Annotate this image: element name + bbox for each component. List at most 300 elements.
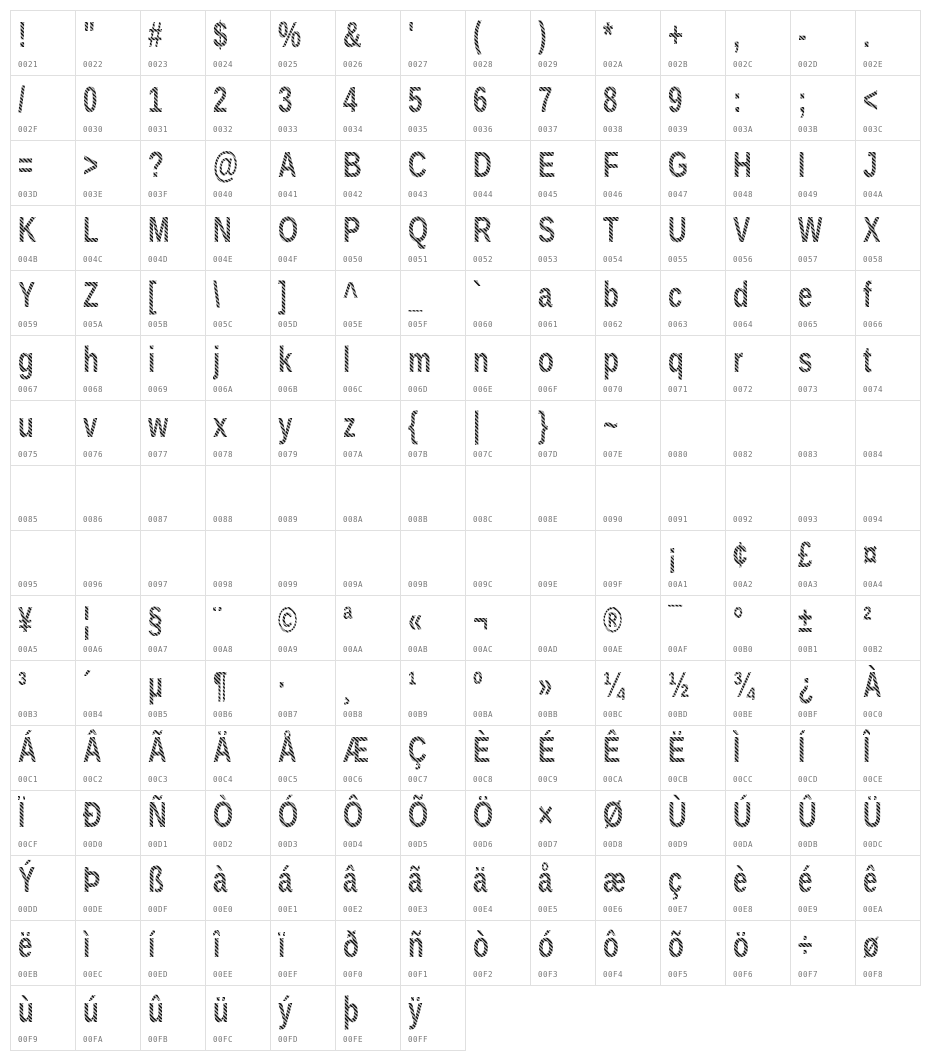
glyph-cell[interactable] bbox=[10, 140, 76, 206]
glyph-cell[interactable] bbox=[205, 920, 271, 986]
glyph-preview: Ô bbox=[343, 794, 364, 835]
glyph-cell[interactable] bbox=[400, 140, 466, 206]
glyph-cell[interactable] bbox=[205, 270, 271, 336]
glyph-code-label: 0097 bbox=[148, 580, 169, 589]
glyph-cell[interactable] bbox=[75, 920, 141, 986]
glyph-cell[interactable] bbox=[855, 400, 921, 466]
glyph-preview: § bbox=[148, 599, 163, 640]
glyph-cell[interactable] bbox=[725, 920, 791, 986]
glyph-cell[interactable] bbox=[140, 790, 206, 856]
glyph-cell[interactable] bbox=[725, 595, 791, 661]
glyph-cell[interactable] bbox=[335, 595, 401, 661]
glyph-cell[interactable] bbox=[140, 205, 206, 271]
glyph-cell[interactable] bbox=[465, 660, 531, 726]
glyph-preview: ~ bbox=[603, 404, 619, 445]
glyph-preview: » bbox=[538, 664, 553, 705]
glyph-cell[interactable] bbox=[140, 595, 206, 661]
glyph-preview: ^ bbox=[343, 274, 359, 315]
glyph-cell[interactable] bbox=[400, 75, 466, 141]
glyph-cell[interactable] bbox=[660, 790, 726, 856]
glyph-cell[interactable] bbox=[660, 855, 726, 921]
glyph-code-label: 0067 bbox=[18, 385, 39, 394]
glyph-code-label: 00B0 bbox=[733, 645, 754, 654]
glyph-cell[interactable] bbox=[530, 725, 596, 791]
glyph-cell[interactable] bbox=[75, 595, 141, 661]
glyph-code-label: 00CB bbox=[668, 775, 689, 784]
glyph-cell[interactable] bbox=[530, 335, 596, 401]
glyph-cell[interactable] bbox=[595, 725, 661, 791]
glyph-code-label: 0048 bbox=[733, 190, 754, 199]
glyph-code-label: 00E8 bbox=[733, 905, 754, 914]
glyph-cell[interactable] bbox=[725, 400, 791, 466]
glyph-cell[interactable] bbox=[660, 725, 726, 791]
glyph-code-label: 002F bbox=[18, 125, 39, 134]
glyph-cell[interactable] bbox=[660, 140, 726, 206]
glyph-code-label: 0092 bbox=[733, 515, 754, 524]
glyph-cell[interactable] bbox=[335, 10, 401, 76]
glyph-cell[interactable] bbox=[465, 530, 531, 596]
glyph-preview: ² bbox=[863, 599, 872, 640]
glyph-cell[interactable] bbox=[205, 660, 271, 726]
glyph-cell[interactable] bbox=[140, 335, 206, 401]
glyph-cell[interactable] bbox=[140, 920, 206, 986]
glyph-cell[interactable] bbox=[75, 985, 141, 1051]
glyph-cell[interactable] bbox=[595, 205, 661, 271]
glyph-code-label: 003C bbox=[863, 125, 884, 134]
glyph-cell[interactable] bbox=[75, 530, 141, 596]
glyph-cell[interactable] bbox=[595, 855, 661, 921]
glyph-cell[interactable] bbox=[75, 725, 141, 791]
glyph-cell[interactable] bbox=[465, 595, 531, 661]
glyph-preview: l bbox=[343, 339, 351, 380]
glyph-cell[interactable] bbox=[335, 985, 401, 1051]
glyph-cell[interactable] bbox=[335, 660, 401, 726]
glyph-cell[interactable] bbox=[465, 400, 531, 466]
glyph-cell[interactable] bbox=[205, 530, 271, 596]
glyph-code-label: 006F bbox=[538, 385, 559, 394]
glyph-cell[interactable] bbox=[530, 530, 596, 596]
glyph-preview: ÿ bbox=[408, 989, 423, 1030]
glyph-code-label: 00ED bbox=[148, 970, 169, 979]
glyph-cell[interactable] bbox=[465, 920, 531, 986]
glyph-preview: * bbox=[603, 14, 614, 55]
glyph-cell[interactable] bbox=[790, 10, 856, 76]
glyph-cell[interactable] bbox=[725, 725, 791, 791]
glyph-cell[interactable] bbox=[400, 335, 466, 401]
glyph-code-label: 00DA bbox=[733, 840, 754, 849]
glyph-cell[interactable] bbox=[10, 465, 76, 531]
glyph-cell[interactable] bbox=[10, 790, 76, 856]
glyph-cell[interactable] bbox=[205, 855, 271, 921]
glyph-preview: ø bbox=[863, 924, 879, 965]
glyph-cell[interactable] bbox=[75, 790, 141, 856]
glyph-preview: ¾ bbox=[733, 664, 755, 705]
glyph-cell[interactable] bbox=[205, 10, 271, 76]
glyph-cell[interactable] bbox=[790, 920, 856, 986]
glyph-code-label: 0095 bbox=[18, 580, 39, 589]
glyph-cell[interactable] bbox=[75, 660, 141, 726]
glyph-cell[interactable] bbox=[595, 465, 661, 531]
glyph-cell[interactable] bbox=[205, 205, 271, 271]
glyph-cell[interactable] bbox=[270, 75, 336, 141]
glyph-cell[interactable] bbox=[140, 855, 206, 921]
glyph-cell[interactable] bbox=[140, 725, 206, 791]
glyph-code-label: 0065 bbox=[798, 320, 819, 329]
glyph-code-label: 003F bbox=[148, 190, 169, 199]
glyph-cell[interactable] bbox=[270, 660, 336, 726]
glyph-preview: \ bbox=[213, 274, 221, 315]
glyph-cell[interactable] bbox=[725, 270, 791, 336]
glyph-cell[interactable] bbox=[530, 400, 596, 466]
glyph-code-label: 00DB bbox=[798, 840, 819, 849]
glyph-code-label: 005B bbox=[148, 320, 169, 329]
glyph-cell[interactable] bbox=[205, 335, 271, 401]
glyph-cell[interactable] bbox=[595, 530, 661, 596]
glyph-code-label: 00C6 bbox=[343, 775, 364, 784]
glyph-code-label: 00EA bbox=[863, 905, 884, 914]
glyph-cell[interactable] bbox=[465, 465, 531, 531]
glyph-cell[interactable] bbox=[790, 270, 856, 336]
glyph-code-label: 0050 bbox=[343, 255, 364, 264]
glyph-cell[interactable] bbox=[595, 10, 661, 76]
glyph-cell[interactable] bbox=[205, 790, 271, 856]
glyph-cell[interactable] bbox=[75, 75, 141, 141]
glyph-cell[interactable] bbox=[595, 270, 661, 336]
glyph-cell[interactable] bbox=[400, 205, 466, 271]
glyph-cell[interactable] bbox=[855, 270, 921, 336]
glyph-cell[interactable] bbox=[335, 75, 401, 141]
glyph-code-label: 0088 bbox=[213, 515, 234, 524]
glyph-cell[interactable] bbox=[530, 75, 596, 141]
glyph-cell[interactable] bbox=[140, 10, 206, 76]
glyph-cell[interactable] bbox=[790, 790, 856, 856]
glyph-cell[interactable] bbox=[855, 790, 921, 856]
glyph-cell[interactable] bbox=[335, 335, 401, 401]
glyph-preview: y bbox=[278, 404, 293, 445]
glyph-cell[interactable] bbox=[400, 790, 466, 856]
glyph-cell[interactable] bbox=[140, 530, 206, 596]
glyph-cell[interactable] bbox=[270, 10, 336, 76]
glyph-cell[interactable] bbox=[530, 205, 596, 271]
glyph-code-label: 0025 bbox=[278, 60, 299, 69]
glyph-cell[interactable] bbox=[400, 725, 466, 791]
glyph-cell[interactable] bbox=[140, 270, 206, 336]
glyph-cell[interactable] bbox=[790, 725, 856, 791]
glyph-cell[interactable] bbox=[530, 660, 596, 726]
glyph-cell[interactable] bbox=[595, 335, 661, 401]
glyph-cell[interactable] bbox=[270, 270, 336, 336]
glyph-cell[interactable] bbox=[400, 10, 466, 76]
glyph-cell[interactable] bbox=[725, 140, 791, 206]
glyph-code-label: 00DD bbox=[18, 905, 39, 914]
glyph-code-label: 008C bbox=[473, 515, 494, 524]
glyph-cell[interactable] bbox=[530, 140, 596, 206]
glyph-preview: 4 bbox=[343, 79, 358, 120]
glyph-cell[interactable] bbox=[595, 595, 661, 661]
glyph-cell[interactable] bbox=[400, 400, 466, 466]
glyph-preview: á bbox=[278, 859, 293, 900]
glyph-preview: Ã bbox=[148, 729, 167, 770]
glyph-cell[interactable] bbox=[75, 855, 141, 921]
glyph-cell[interactable] bbox=[10, 855, 76, 921]
glyph-code-label: 0024 bbox=[213, 60, 234, 69]
glyph-cell[interactable] bbox=[140, 75, 206, 141]
glyph-code-label: 0035 bbox=[408, 125, 429, 134]
glyph-cell[interactable] bbox=[10, 595, 76, 661]
glyph-cell[interactable] bbox=[75, 270, 141, 336]
glyph-cell[interactable] bbox=[725, 660, 791, 726]
glyph-cell[interactable] bbox=[855, 595, 921, 661]
glyph-cell[interactable] bbox=[335, 725, 401, 791]
glyph-cell[interactable] bbox=[660, 660, 726, 726]
glyph-cell[interactable] bbox=[205, 985, 271, 1051]
glyph-cell[interactable] bbox=[400, 595, 466, 661]
glyph-cell[interactable] bbox=[75, 10, 141, 76]
glyph-cell[interactable] bbox=[530, 920, 596, 986]
glyph-cell[interactable] bbox=[725, 75, 791, 141]
glyph-cell[interactable] bbox=[270, 725, 336, 791]
glyph-code-label: 00E2 bbox=[343, 905, 364, 914]
glyph-cell[interactable] bbox=[790, 75, 856, 141]
glyph-code-label: 0031 bbox=[148, 125, 169, 134]
glyph-cell[interactable] bbox=[75, 400, 141, 466]
glyph-cell[interactable] bbox=[205, 725, 271, 791]
glyph-cell[interactable] bbox=[10, 335, 76, 401]
glyph-cell[interactable] bbox=[10, 725, 76, 791]
glyph-cell[interactable] bbox=[465, 270, 531, 336]
glyph-cell[interactable] bbox=[270, 985, 336, 1051]
glyph-cell[interactable] bbox=[400, 660, 466, 726]
glyph-cell[interactable] bbox=[855, 205, 921, 271]
glyph-cell[interactable] bbox=[205, 75, 271, 141]
glyph-cell[interactable] bbox=[400, 270, 466, 336]
glyph-code-label: 00C2 bbox=[83, 775, 104, 784]
glyph-preview: U bbox=[668, 209, 687, 250]
glyph-cell[interactable] bbox=[855, 530, 921, 596]
glyph-cell[interactable] bbox=[400, 530, 466, 596]
glyph-cell[interactable] bbox=[10, 985, 76, 1051]
glyph-cell[interactable] bbox=[75, 465, 141, 531]
glyph-code-label: 002D bbox=[798, 60, 819, 69]
glyph-cell[interactable] bbox=[205, 140, 271, 206]
glyph-cell[interactable] bbox=[140, 465, 206, 531]
glyph-cell[interactable] bbox=[335, 920, 401, 986]
glyph-cell[interactable] bbox=[530, 465, 596, 531]
glyph-cell[interactable] bbox=[855, 660, 921, 726]
glyph-cell[interactable] bbox=[725, 465, 791, 531]
glyph-cell[interactable] bbox=[790, 140, 856, 206]
glyph-cell[interactable] bbox=[270, 465, 336, 531]
glyph-cell[interactable] bbox=[855, 725, 921, 791]
glyph-cell[interactable] bbox=[595, 920, 661, 986]
glyph-cell[interactable] bbox=[465, 790, 531, 856]
glyph-cell[interactable] bbox=[530, 270, 596, 336]
glyph-cell[interactable] bbox=[790, 855, 856, 921]
glyph-preview: u bbox=[18, 404, 34, 445]
glyph-cell[interactable] bbox=[530, 595, 596, 661]
glyph-cell[interactable] bbox=[465, 75, 531, 141]
glyph-cell[interactable] bbox=[400, 985, 466, 1051]
glyph-cell[interactable] bbox=[855, 855, 921, 921]
glyph-preview: C bbox=[408, 144, 427, 185]
glyph-code-label: 00C5 bbox=[278, 775, 299, 784]
glyph-cell[interactable] bbox=[75, 335, 141, 401]
glyph-preview: ¶ bbox=[213, 664, 228, 705]
glyph-cell[interactable] bbox=[140, 140, 206, 206]
glyph-cell[interactable] bbox=[10, 10, 76, 76]
glyph-cell[interactable] bbox=[790, 660, 856, 726]
glyph-cell[interactable] bbox=[270, 205, 336, 271]
glyph-code-label: 00E7 bbox=[668, 905, 689, 914]
glyph-cell[interactable] bbox=[465, 335, 531, 401]
glyph-cell[interactable] bbox=[205, 595, 271, 661]
glyph-cell[interactable] bbox=[855, 920, 921, 986]
glyph-cell[interactable] bbox=[400, 920, 466, 986]
glyph-preview: 2 bbox=[213, 79, 228, 120]
glyph-cell[interactable] bbox=[465, 855, 531, 921]
glyph-preview: , bbox=[733, 14, 741, 55]
glyph-cell[interactable] bbox=[270, 530, 336, 596]
glyph-cell[interactable] bbox=[530, 10, 596, 76]
glyph-cell[interactable] bbox=[790, 465, 856, 531]
glyph-cell[interactable] bbox=[660, 400, 726, 466]
glyph-cell[interactable] bbox=[465, 725, 531, 791]
glyph-preview: ï bbox=[278, 924, 286, 965]
glyph-cell[interactable] bbox=[660, 205, 726, 271]
glyph-cell[interactable] bbox=[270, 855, 336, 921]
glyph-cell[interactable] bbox=[335, 465, 401, 531]
glyph-cell[interactable] bbox=[270, 335, 336, 401]
glyph-cell[interactable] bbox=[270, 400, 336, 466]
glyph-cell[interactable] bbox=[855, 75, 921, 141]
glyph-cell[interactable] bbox=[10, 400, 76, 466]
glyph-cell[interactable] bbox=[10, 205, 76, 271]
glyph-cell[interactable] bbox=[725, 530, 791, 596]
glyph-cell[interactable] bbox=[855, 10, 921, 76]
glyph-cell[interactable] bbox=[270, 140, 336, 206]
glyph-cell[interactable] bbox=[400, 855, 466, 921]
glyph-cell[interactable] bbox=[725, 790, 791, 856]
glyph-preview: ê bbox=[863, 859, 878, 900]
glyph-code-label: 00B4 bbox=[83, 710, 104, 719]
glyph-code-label: 00BB bbox=[538, 710, 559, 719]
glyph-cell[interactable] bbox=[530, 855, 596, 921]
glyph-cell[interactable] bbox=[465, 140, 531, 206]
glyph-cell[interactable] bbox=[660, 465, 726, 531]
glyph-cell[interactable] bbox=[270, 790, 336, 856]
glyph-cell[interactable] bbox=[660, 270, 726, 336]
glyph-cell[interactable] bbox=[530, 790, 596, 856]
glyph-code-label: 0069 bbox=[148, 385, 169, 394]
glyph-code-label: 0062 bbox=[603, 320, 624, 329]
glyph-cell[interactable] bbox=[790, 595, 856, 661]
glyph-code-label: 0098 bbox=[213, 580, 234, 589]
glyph-cell[interactable] bbox=[140, 400, 206, 466]
glyph-cell[interactable] bbox=[790, 400, 856, 466]
glyph-cell[interactable] bbox=[75, 205, 141, 271]
glyph-cell[interactable] bbox=[660, 10, 726, 76]
glyph-cell[interactable] bbox=[10, 270, 76, 336]
glyph-preview: ¿ bbox=[798, 664, 814, 705]
glyph-cell[interactable] bbox=[855, 465, 921, 531]
glyph-code-label: 003E bbox=[83, 190, 104, 199]
glyph-preview: Z bbox=[83, 274, 99, 315]
glyph-cell[interactable] bbox=[725, 205, 791, 271]
glyph-cell[interactable] bbox=[660, 530, 726, 596]
glyph-cell[interactable] bbox=[335, 205, 401, 271]
glyph-cell[interactable] bbox=[595, 140, 661, 206]
glyph-cell[interactable] bbox=[270, 595, 336, 661]
glyph-cell[interactable] bbox=[335, 140, 401, 206]
glyph-cell[interactable] bbox=[790, 530, 856, 596]
glyph-code-label: 009C bbox=[473, 580, 494, 589]
glyph-cell[interactable] bbox=[335, 270, 401, 336]
glyph-cell[interactable] bbox=[465, 10, 531, 76]
glyph-cell[interactable] bbox=[335, 400, 401, 466]
glyph-cell[interactable] bbox=[400, 465, 466, 531]
glyph-preview: Ñ bbox=[148, 794, 167, 835]
glyph-cell[interactable] bbox=[10, 660, 76, 726]
glyph-preview: Q bbox=[408, 209, 429, 250]
glyph-cell[interactable] bbox=[335, 855, 401, 921]
glyph-cell[interactable] bbox=[790, 335, 856, 401]
glyph-code-label: 00AE bbox=[603, 645, 624, 654]
glyph-cell[interactable] bbox=[205, 465, 271, 531]
glyph-cell[interactable] bbox=[335, 790, 401, 856]
glyph-preview: â bbox=[343, 859, 358, 900]
glyph-preview: r bbox=[733, 339, 744, 380]
glyph-cell[interactable] bbox=[790, 205, 856, 271]
glyph-code-label: 0068 bbox=[83, 385, 104, 394]
glyph-preview: ¼ bbox=[603, 664, 625, 705]
glyph-cell[interactable] bbox=[725, 10, 791, 76]
glyph-code-label: 0043 bbox=[408, 190, 429, 199]
glyph-cell[interactable] bbox=[335, 530, 401, 596]
glyph-cell[interactable] bbox=[725, 855, 791, 921]
glyph-cell[interactable] bbox=[75, 140, 141, 206]
glyph-code-label: 00BC bbox=[603, 710, 624, 719]
glyph-cell[interactable] bbox=[855, 140, 921, 206]
glyph-code-label: 0038 bbox=[603, 125, 624, 134]
glyph-cell[interactable] bbox=[10, 920, 76, 986]
glyph-code-label: 009F bbox=[603, 580, 624, 589]
glyph-cell[interactable] bbox=[725, 335, 791, 401]
glyph-code-label: 0072 bbox=[733, 385, 754, 394]
glyph-cell[interactable] bbox=[595, 400, 661, 466]
glyph-cell[interactable] bbox=[660, 595, 726, 661]
glyph-cell[interactable] bbox=[595, 790, 661, 856]
glyph-preview: ä bbox=[473, 859, 488, 900]
glyph-cell[interactable] bbox=[205, 400, 271, 466]
glyph-preview: Ë bbox=[668, 729, 686, 770]
glyph-cell[interactable] bbox=[595, 660, 661, 726]
glyph-cell[interactable] bbox=[140, 660, 206, 726]
glyph-cell[interactable] bbox=[465, 205, 531, 271]
glyph-cell[interactable] bbox=[10, 530, 76, 596]
glyph-cell[interactable] bbox=[270, 920, 336, 986]
glyph-cell[interactable] bbox=[660, 335, 726, 401]
glyph-preview: J bbox=[863, 144, 878, 185]
glyph-preview: q bbox=[668, 339, 684, 380]
glyph-cell[interactable] bbox=[595, 75, 661, 141]
glyph-code-label: 00AC bbox=[473, 645, 494, 654]
glyph-cell[interactable] bbox=[660, 920, 726, 986]
glyph-cell[interactable] bbox=[855, 335, 921, 401]
glyph-code-label: 004B bbox=[18, 255, 39, 264]
glyph-cell[interactable] bbox=[10, 75, 76, 141]
glyph-cell[interactable] bbox=[660, 75, 726, 141]
glyph-cell[interactable] bbox=[140, 985, 206, 1051]
